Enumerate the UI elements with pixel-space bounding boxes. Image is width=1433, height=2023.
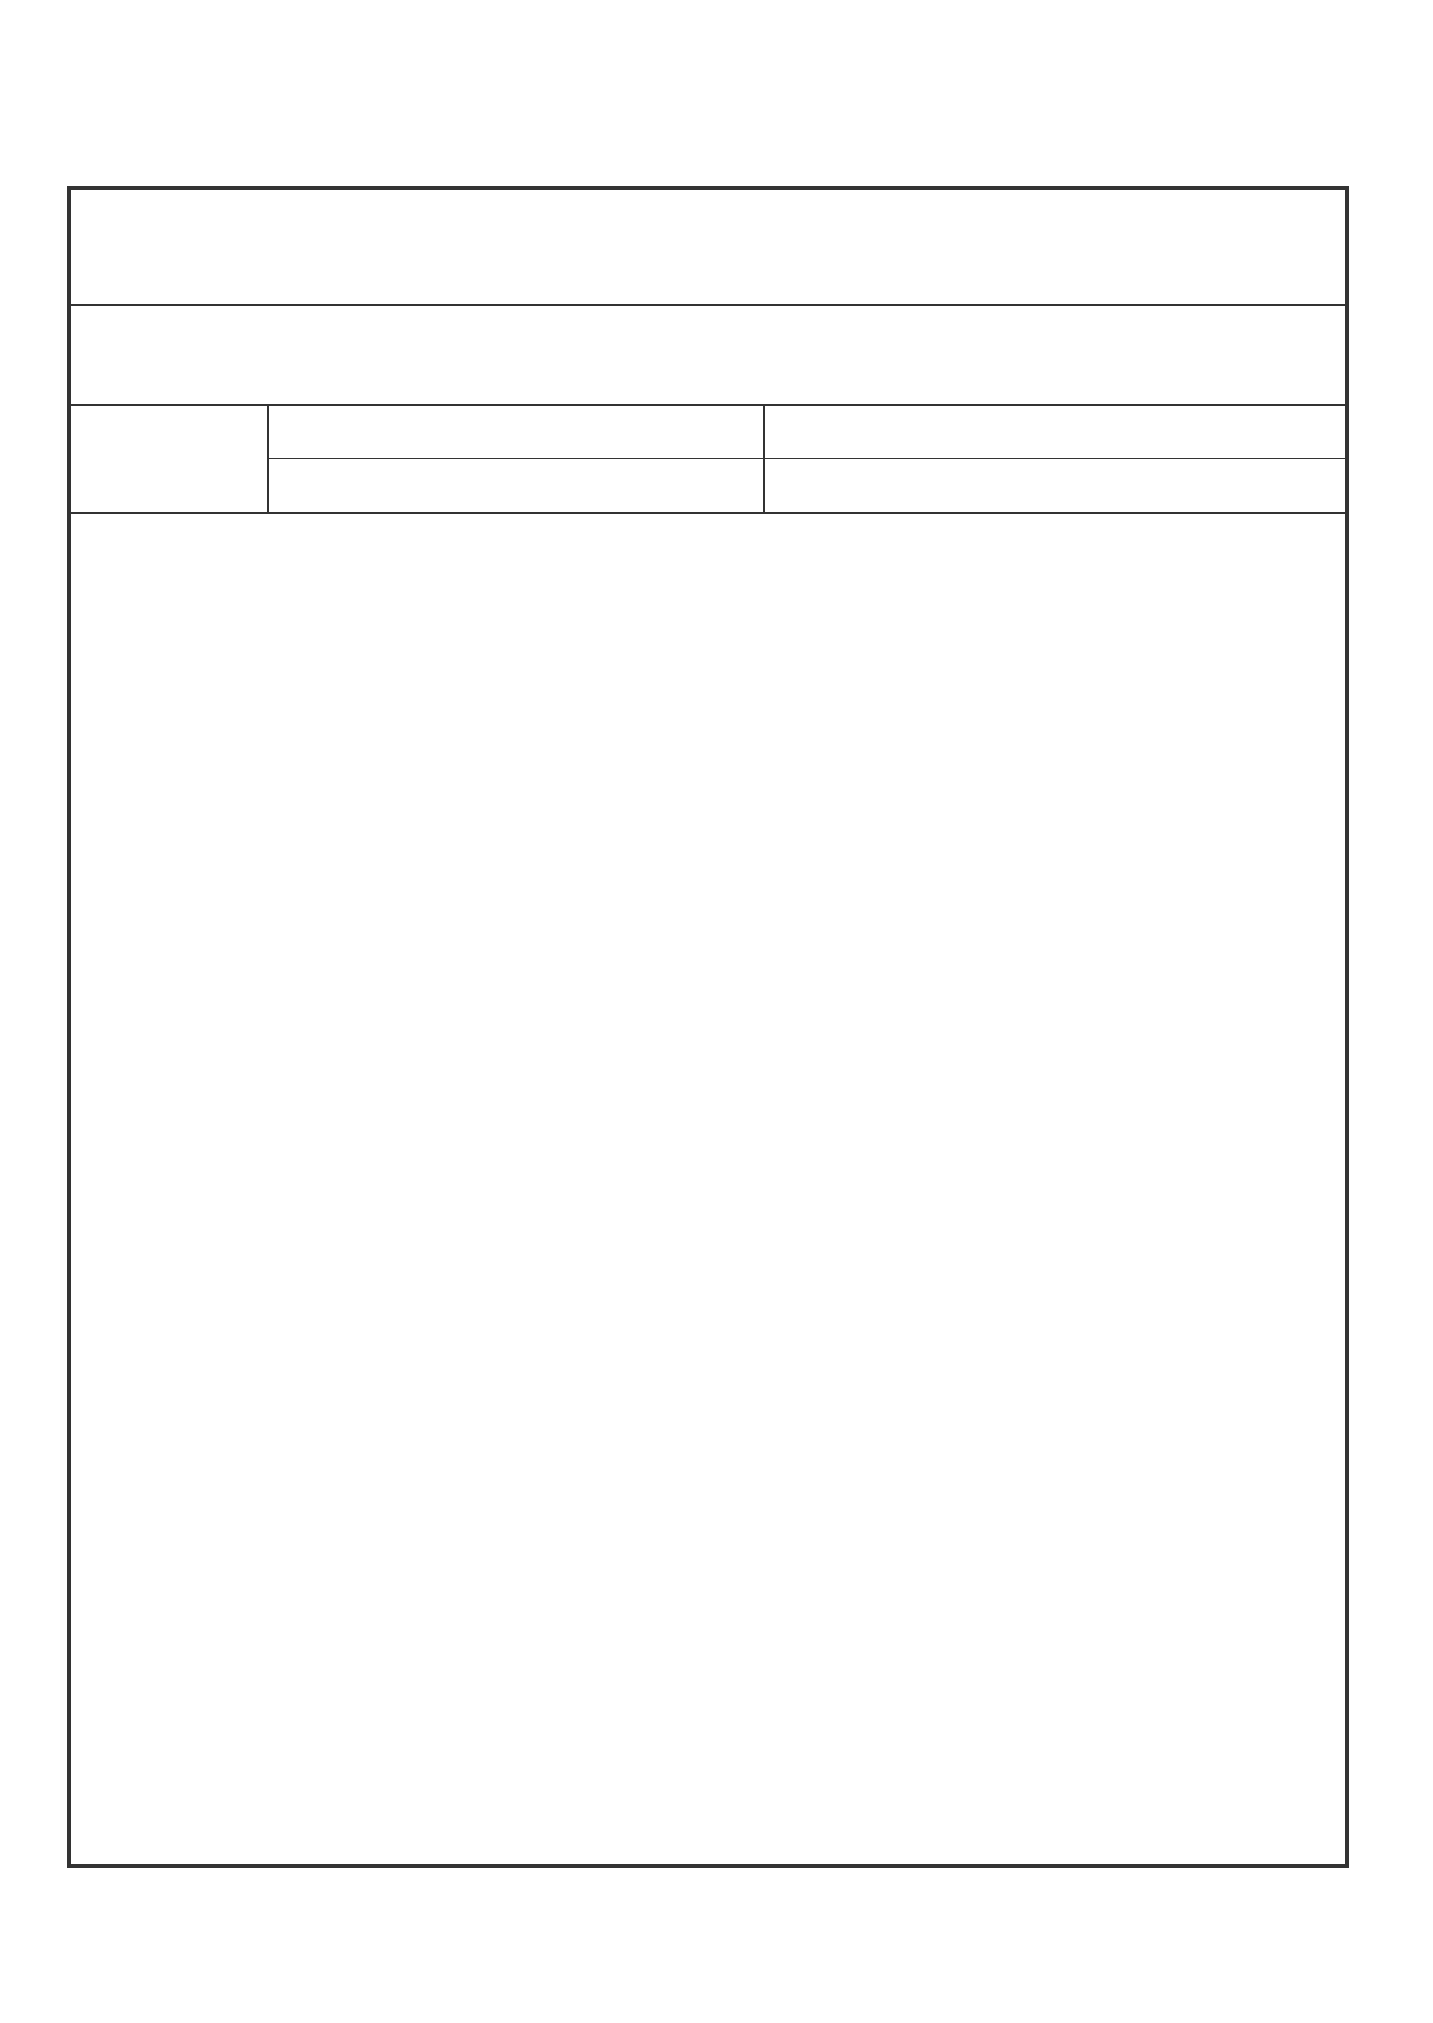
- column-divider: [763, 406, 765, 512]
- header-approval-doc-no: [271, 406, 761, 457]
- subtitle-row: [71, 306, 1345, 406]
- table-header: [71, 406, 1345, 514]
- license-appendix-form: [67, 186, 1349, 1868]
- title-row: [71, 190, 1345, 306]
- header-incoming-doc-no: [271, 460, 761, 511]
- section-title: [186, 326, 1240, 386]
- header-change-content: [767, 460, 1347, 511]
- header-split-line: [269, 458, 1345, 459]
- header-change-item: [79, 406, 267, 512]
- column-divider: [267, 406, 269, 512]
- header-completion-approval-no: [767, 406, 1347, 457]
